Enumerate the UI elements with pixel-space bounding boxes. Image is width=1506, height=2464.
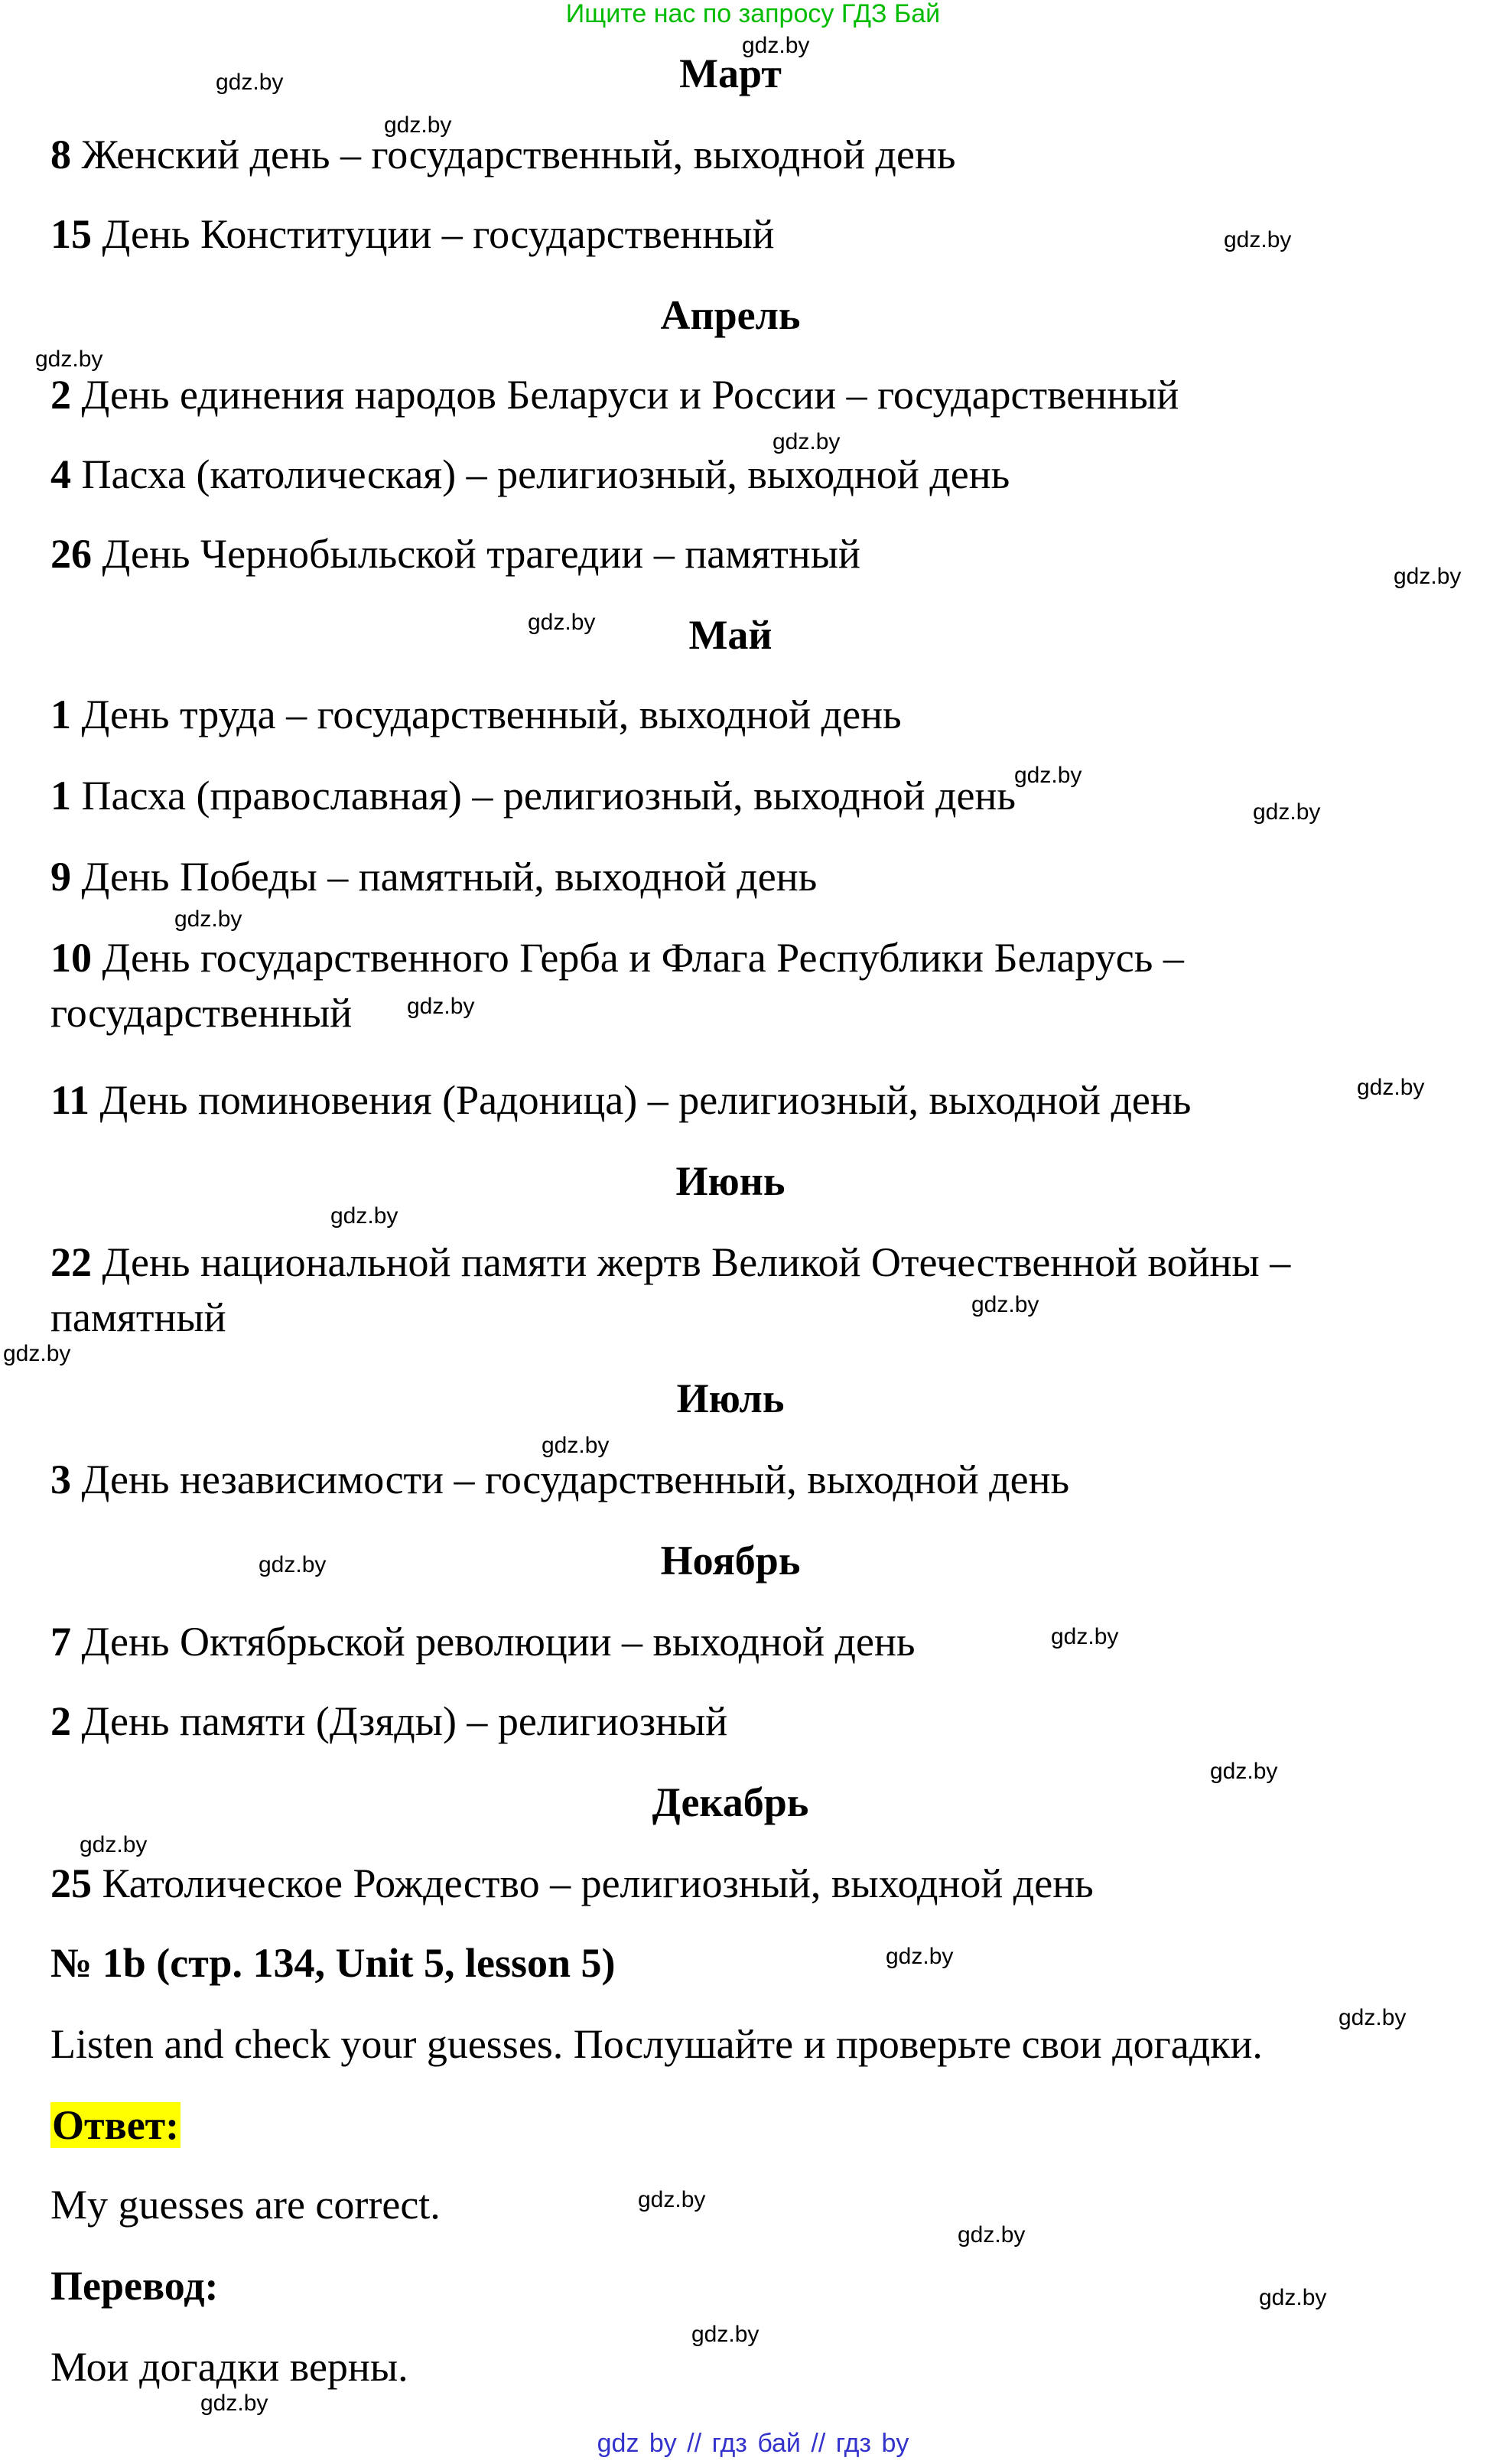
holiday-text: День поминовения (Радоница) – религиозный, выходной день [89, 1077, 1192, 1123]
holiday-day: 8 [50, 132, 71, 177]
watermark-text: gdz.by [3, 1341, 71, 1366]
holiday-entry [50, 132, 956, 177]
holiday-text: День независимости – государственный, выходной день [71, 1457, 1070, 1502]
watermark-text: gdz.by [35, 347, 103, 372]
exercise-heading: № 1b (стр. 134, Unit 5, lesson 5) [50, 1940, 616, 1986]
month-heading-march: Март [679, 50, 782, 96]
holiday-entry [50, 1698, 727, 1744]
holiday-entry [50, 1235, 1420, 1345]
watermark-text: gdz.by [80, 1832, 148, 1857]
holiday-day: 4 [50, 451, 71, 497]
holiday-text: Католическое Рождество – религиозный, выходной день [92, 1860, 1094, 1906]
watermark-text: gdz.by [1338, 2005, 1407, 2030]
watermark-text: gdz.by [773, 429, 841, 454]
holiday-entry [50, 773, 1016, 819]
holiday-text: День Конституции – государственный [92, 211, 775, 257]
holiday-day: 25 [50, 1860, 92, 1906]
watermark-text: gdz.by [742, 33, 810, 58]
holiday-entry [50, 692, 902, 737]
holiday-day: 11 [50, 1077, 90, 1123]
top-search-banner: Ищите нас по запросу ГДЗ Бай [565, 0, 941, 28]
watermark-text: gdz.by [1014, 763, 1082, 788]
holiday-day: 15 [50, 211, 92, 257]
watermark-text: gdz.by [886, 1944, 954, 1969]
month-heading-december: Декабрь [652, 1779, 809, 1825]
watermark-text: gdz.by [200, 2391, 268, 2416]
holiday-entry [50, 930, 1420, 1040]
holiday-text: Пасха (католическая) – религиозный, выходной день [71, 451, 1010, 497]
watermark-text: gdz.by [384, 112, 452, 138]
holiday-text: День Октябрьской революции – выходной день [71, 1619, 916, 1665]
holiday-entry [50, 211, 774, 257]
translation-text: Мои догадки верны. [50, 2344, 408, 2390]
watermark-text: gdz.by [971, 1292, 1039, 1317]
bottom-site-banner: gdz by // гдз бай // гдз by [597, 2429, 909, 2458]
watermark-text: gdz.by [1051, 1624, 1119, 1649]
watermark-text: gdz.by [1259, 2285, 1327, 2310]
answer-label-highlight: Ответ: [52, 2102, 180, 2148]
answer-label [50, 2102, 181, 2148]
holiday-entry [50, 1619, 915, 1665]
holiday-day: 1 [50, 692, 71, 737]
holiday-day: 26 [50, 531, 92, 577]
month-heading-november: Ноябрь [660, 1538, 801, 1584]
watermark-text: gdz.by [542, 1433, 610, 1458]
watermark-text: gdz.by [691, 2322, 760, 2347]
watermark-text: gdz.by [958, 2222, 1026, 2248]
holiday-day: 3 [50, 1457, 71, 1502]
holiday-day: 1 [50, 773, 71, 819]
watermark-text: gdz.by [1210, 1759, 1278, 1784]
watermark-text: gdz.by [330, 1203, 398, 1229]
holiday-day: 7 [50, 1619, 71, 1665]
holiday-entry [50, 451, 1010, 497]
holiday-text: День государственного Герба и Флага Республики Беларусь – государственный [50, 935, 1184, 1036]
holiday-day: 2 [50, 1698, 71, 1744]
watermark-text: gdz.by [1357, 1075, 1425, 1100]
holiday-day: 2 [50, 372, 71, 418]
month-heading-may: Май [688, 612, 773, 658]
exercise-task: Listen and check your guesses. Послушайте и проверьте свои догадки. [50, 2021, 1263, 2067]
watermark-text: gdz.by [259, 1552, 327, 1577]
holiday-day: 22 [50, 1239, 92, 1285]
holiday-text: Пасха (православная) – религиозный, выходной день [71, 773, 1016, 819]
translation-label: Перевод: [50, 2263, 219, 2309]
watermark-text: gdz.by [1224, 227, 1292, 252]
holiday-text: Женский день – государственный, выходной день [71, 132, 956, 177]
watermark-text: gdz.by [174, 907, 242, 932]
holiday-text: День Победы – памятный, выходной день [71, 854, 818, 900]
holiday-text: День труда – государственный, выходной день [71, 692, 902, 737]
holiday-day: 10 [50, 935, 92, 981]
holiday-text: День единения народов Беларуси и России – государственный [71, 372, 1179, 418]
answer-text: My guesses are correct. [50, 2182, 441, 2228]
holiday-entry [50, 1457, 1069, 1502]
watermark-text: gdz.by [216, 70, 284, 95]
watermark-text: gdz.by [1394, 564, 1462, 589]
month-heading-june: Июнь [675, 1158, 786, 1204]
watermark-text: gdz.by [1253, 799, 1321, 825]
holiday-day: 9 [50, 854, 71, 900]
holiday-entry [50, 531, 860, 577]
holiday-entry [50, 372, 1179, 418]
holiday-entry [50, 1077, 1191, 1123]
watermark-text: gdz.by [638, 2187, 706, 2212]
holiday-text: День Чернобыльской трагедии – памятный [92, 531, 860, 577]
holiday-entry [50, 854, 817, 900]
month-heading-april: Апрель [660, 292, 801, 338]
holiday-text: День национальной памяти жертв Великой Отечественной войны – памятный [50, 1239, 1291, 1340]
watermark-text: gdz.by [528, 610, 596, 635]
watermark-text: gdz.by [407, 994, 475, 1019]
month-heading-july: Июль [676, 1375, 785, 1421]
holiday-entry [50, 1860, 1094, 1906]
holiday-text: День памяти (Дзяды) – религиозный [71, 1698, 728, 1744]
